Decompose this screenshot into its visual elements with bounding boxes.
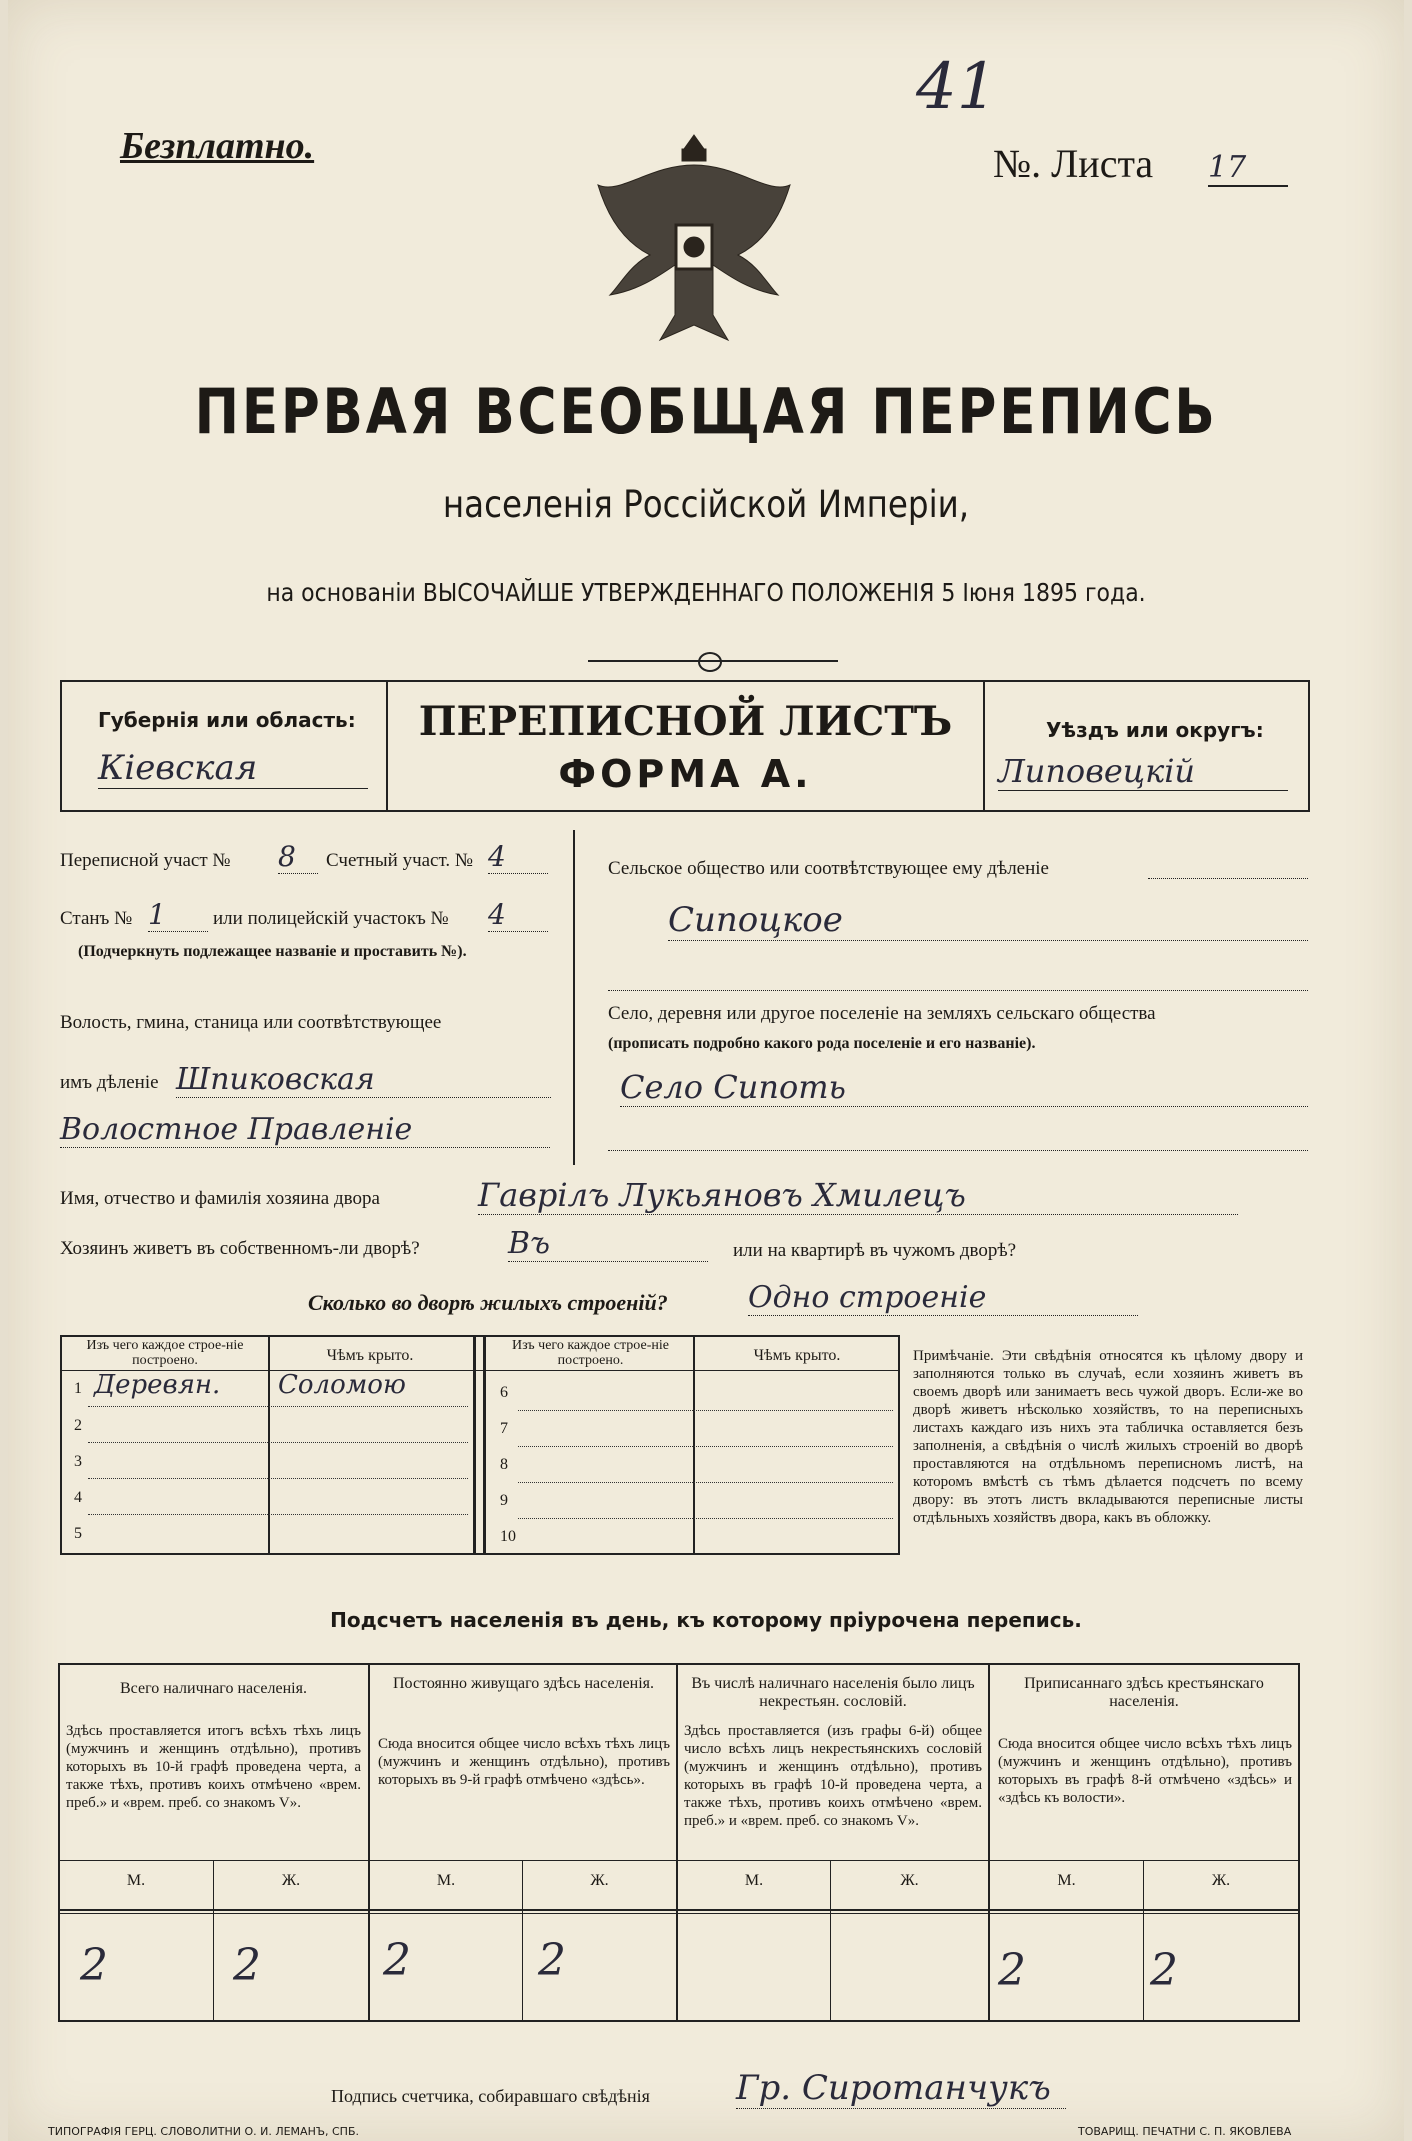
- bld-row1-roof: Соломою: [278, 1370, 406, 1400]
- owner-label: Имя, отчество и фамилія хозяина двора: [60, 1188, 380, 1209]
- tally-m-2: М.: [436, 1872, 456, 1889]
- tally-value-peasant-f: 2: [1150, 1945, 1178, 1996]
- bld-row-5: 5: [74, 1525, 82, 1542]
- village-value: Село Сипоть: [620, 1068, 1308, 1107]
- tally-desc-total: Здѣсь проставляется итогъ всѣхъ тѣхъ лицъ (мужчинъ и женщинъ отдѣльно), противъ которыхъ въ 10-й графѣ проведена черта, а также тѣхъ, противъ коихъ отмѣчено «врем. преб.» и «врем. преб. со знакомъ V».: [66, 1723, 361, 1811]
- tally-f-3: Ж.: [900, 1872, 919, 1889]
- signature-label: Подпись счетчика, собиравшаго свѣдѣнія: [331, 2086, 650, 2106]
- police-label: или полицейскій участокъ №: [213, 908, 449, 929]
- tally-m-4: М.: [1057, 1872, 1076, 1889]
- uezd-value: Липовецкій: [998, 752, 1288, 791]
- buildings-count-label: Сколько во дворѣ жилыхъ строеній?: [308, 1290, 668, 1315]
- census-sheet: [8, 0, 1404, 2141]
- bld-col-roof-right: Чѣмъ крыто.: [753, 1347, 841, 1364]
- bld-row-2: 2: [74, 1417, 82, 1434]
- tally-head-peasant: Приписаннаго здѣсь крестьянскаго населенія.: [1024, 1675, 1264, 1710]
- tally-value-total-f: 2: [233, 1940, 261, 1991]
- tally-head-nonpeasant: Въ числѣ наличнаго населенія было лицъ некрестьян. сословій.: [691, 1675, 975, 1710]
- bld-row-8: 8: [500, 1456, 508, 1473]
- own-yard-value: Въ: [508, 1226, 708, 1262]
- volost-label-2: имъ дѣленіе: [60, 1072, 159, 1093]
- police-value: 4: [488, 898, 548, 932]
- buildings-count-value: Одно строеніе: [748, 1280, 1138, 1316]
- village-hint: (прописать подробно какого рода поселеніе и его названіе).: [608, 1035, 1036, 1052]
- sheet-number: 17: [1208, 150, 1288, 187]
- signature-value: Гр. Сиротанчукъ: [736, 2068, 1066, 2109]
- printer-right: ТОВАРИЩ. ПЕЧАТНИ С. П. ЯКОВЛЕВА: [1078, 2125, 1292, 2138]
- village-label: Село, деревня или другое поселеніе на земляхъ сельскаго общества: [608, 1003, 1156, 1024]
- bld-row-1: 1: [74, 1380, 82, 1397]
- uezd-label: Уѣздъ или округъ:: [1046, 718, 1264, 742]
- tally-desc-permanent: Сюда вносится общее число всѣхъ тѣхъ лицъ (мужчинъ и женщинъ отдѣльно), противъ которыхъ въ 9-й графѣ отмѣчено «здѣсь».: [378, 1736, 670, 1788]
- gubernia-value: Кіевская: [98, 748, 368, 789]
- tally-value-total-m: 2: [80, 1940, 108, 1991]
- underline-hint: (Подчеркнуть подлежащее названіе и проставить №).: [78, 943, 467, 960]
- tally-m-1: М.: [126, 1872, 146, 1889]
- count-area-label: Счетный участ. №: [326, 850, 473, 871]
- volost-value: Шпиковская: [176, 1062, 551, 1098]
- owner-value: Гаврілъ Лукьяновъ Хмилецъ: [478, 1176, 1238, 1215]
- tally-f-4: Ж.: [1211, 1872, 1231, 1889]
- census-area-value: 8: [278, 840, 318, 874]
- ornament-center: [698, 652, 722, 672]
- census-area-label: Переписной участ №: [60, 850, 231, 871]
- sheet-title: ПЕРЕПИСНОЙ ЛИСТЪ: [418, 698, 953, 745]
- tally-f-1: Ж.: [281, 1872, 301, 1889]
- count-area-value: 4: [488, 840, 548, 874]
- imperial-eagle-icon: [590, 125, 798, 347]
- bld-row-10: 10: [500, 1528, 516, 1545]
- form-name: ФОРМА А.: [558, 752, 813, 796]
- main-title: ПЕРВАЯ ВСЕОБЩАЯ ПЕРЕПИСЬ: [194, 375, 1218, 448]
- subtitle: населенія Россійской Имперіи,: [442, 483, 970, 526]
- volost-label: Волость, гмина, станица или соотвѣтствующее: [60, 1012, 442, 1033]
- corner-number: 41: [916, 50, 998, 124]
- tally-value-permanent-m: 2: [383, 1935, 411, 1986]
- tally-title: Подсчетъ населенія въ день, къ которому пріурочена перепись.: [330, 1608, 1082, 1632]
- tally-desc-nonpeasant: Здѣсь проставляется (изъ графы 6-й) общее число всѣхъ лицъ некрестьянскихъ сословій (мужчинъ и женщинъ отдѣльно), противъ которыхъ въ графѣ 10-й проведена черта, а также тѣхъ, противъ коихъ отмѣчено «врем. преб.» и «врем. преб. со знакомъ V».: [684, 1723, 982, 1829]
- society-value: Сипоцкое: [668, 900, 1308, 941]
- stan-value: 1: [148, 898, 208, 932]
- buildings-note: Примѣчаніе. Эти свѣдѣнія относятся къ цѣлому двору и заполняются только въ случаѣ, если хозяинъ живетъ въ своемъ дворѣ или занимаетъ весь чужой дворъ. Если-же во дворѣ живетъ нѣсколько хозяйствъ, то на переписныхъ листахъ каждаго изъ нихъ эта табличка оставляется безъ заполненія, а свѣдѣнія о числѣ жилыхъ строеній во дворѣ проставляются на отдѣльномъ переписномъ листѣ, на которомъ вмѣстѣ съ тѣмъ дѣлается подсчетъ по всему двору: въ этотъ листъ вкладываются переписные листы отдѣльныхъ хозяйствъ двора, какъ въ обложку.: [913, 1348, 1303, 1526]
- bld-col-roof-left: Чѣмъ крыто.: [326, 1347, 414, 1364]
- tally-value-peasant-m: 2: [998, 1945, 1026, 1996]
- bld-row-7: 7: [500, 1420, 508, 1437]
- tally-f-2: Ж.: [590, 1872, 609, 1889]
- volost-value-2: Волостное Правленіе: [60, 1112, 550, 1148]
- rent-label: или на квартирѣ въ чужомъ дворѣ?: [733, 1240, 1017, 1261]
- tally-m-3: М.: [744, 1872, 764, 1889]
- bld-row-4: 4: [74, 1489, 82, 1506]
- bld-row-9: 9: [500, 1492, 508, 1509]
- printer-left: ТИПОГРАФІЯ ГЕРЦ. СЛОВОЛИТНИ О. И. ЛЕМАНЪ, СПБ.: [48, 2125, 359, 2138]
- tally-desc-peasant: Сюда вносится общее число всѣхъ тѣхъ лицъ (мужчинъ и женщинъ отдѣльно), противъ которыхъ въ графѣ 8-й отмѣчено «здѣсь» и «здѣсь къ волости».: [998, 1736, 1292, 1806]
- own-yard-label: Хозяинъ живетъ въ собственномъ-ли дворѣ?: [60, 1238, 420, 1259]
- stan-label: Станъ №: [60, 908, 133, 929]
- bld-row-3: 3: [74, 1453, 82, 1470]
- bld-col-material-right: Изъ чего каждое строе-ніе построено.: [512, 1338, 669, 1368]
- tally-head-total: Всего наличнаго населенія.: [120, 1680, 307, 1697]
- bld-row1-material: Деревян.: [94, 1370, 221, 1400]
- gubernia-label: Губернія или область:: [98, 708, 356, 732]
- bld-col-material-left: Изъ чего каждое строе-ніе построено.: [86, 1338, 244, 1368]
- free-label: Безплатно.: [120, 125, 315, 167]
- sheet-label: №. Листа: [993, 141, 1154, 186]
- tally-head-permanent: Постоянно живущаго здѣсь населенія.: [393, 1675, 654, 1692]
- society-label: Сельское общество или соотвѣтствующее ему дѣленіе: [608, 858, 1049, 879]
- tally-value-permanent-f: 2: [538, 1935, 566, 1986]
- basis-line: на основаніи ВЫСОЧАЙШЕ УТВЕРЖДЕННАГО ПОЛОЖЕНІЯ 5 Іюня 1895 года.: [266, 578, 1146, 607]
- bld-row-6: 6: [500, 1384, 508, 1401]
